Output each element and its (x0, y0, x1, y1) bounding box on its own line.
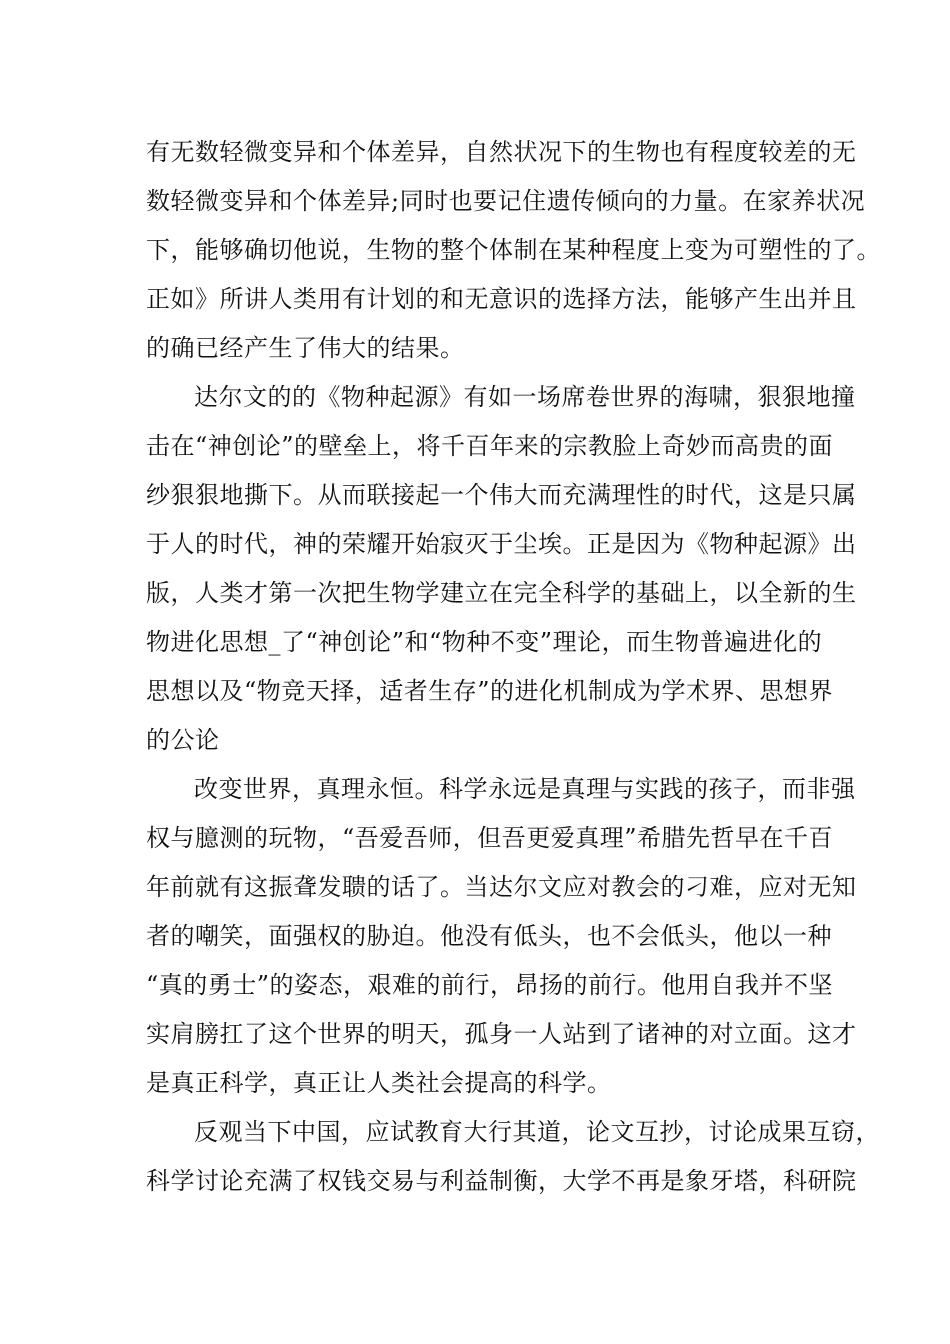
body-text (146, 134, 881, 1212)
paragraph-first-line: 改变世界，真理永恒。科学永远是真理与实践的孩子，而非强 (194, 775, 856, 803)
text-line: 下，能够确切他说，生物的整个体制在某种程度上变为可塑性的了。 (146, 236, 881, 264)
text-line: 纱狠狠地撕下。从而联接起一个伟大而充满理性的时代，这是只属 (146, 481, 857, 509)
paragraph-first-line: 反观当下中国，应试教育大行其道，论文互抄，讨论成果互窃， (194, 1118, 880, 1146)
text-line: 实肩膀扛了这个世界的明天，孤身一人站到了诸神的对立面。这才 (146, 1020, 857, 1048)
text-line: 物进化思想_了“神创论”和“物种不变”理论，而生物普遍进化的 (146, 628, 823, 656)
text-line: 有无数轻微变异和个体差异，自然状况下的生物也有程度较差的无 (146, 138, 857, 166)
text-line: 是真正科学，真正让人类社会提高的科学。 (146, 1069, 612, 1097)
text-line: 思想以及“物竞天择，适者生存”的进化机制成为学术界、思想界 (146, 677, 834, 705)
text-line: 年前就有这振聋发聩的话了。当达尔文应对教会的刁难，应对无知 (146, 873, 857, 901)
text-line: 正如》所讲人类用有计划的和无意识的选择方法，能够产生出并且 (146, 285, 857, 313)
text-line: 版，人类才第一次把生物学建立在完全科学的基础上，以全新的生 (146, 579, 857, 607)
text-line: 数轻微变异和个体差异;同时也要记住遗传倾向的力量。在家养状况 (146, 187, 866, 215)
text-line: 于人的时代，神的荣耀开始寂灭于尘埃。正是因为《物种起源》出 (146, 530, 857, 558)
text-line: 的确已经产生了伟大的结果。 (146, 334, 465, 362)
paragraph-first-line: 达尔文的的《物种起源》有如一场席卷世界的海啸，狠狠地撞 (194, 383, 856, 411)
text-line: “真的勇士”的姿态，艰难的前行，昂扬的前行。他用自我并不坚 (146, 971, 834, 999)
text-line: 的公论 (146, 726, 220, 754)
text-line: 权与臆测的玩物，“吾爱吾师，但吾更爱真理”希腊先哲早在千百 (146, 824, 834, 852)
text-line: 科学讨论充满了权钱交易与利益制衡，大学不再是象牙塔，科研院 (146, 1167, 857, 1195)
text-line: 击在“神创论”的壁垒上，将千百年来的宗教脸上奇妙而高贵的面 (146, 432, 834, 460)
text-line: 者的嘲笑，面强权的胁迫。他没有低头，也不会低头，他以一种 (146, 922, 832, 950)
